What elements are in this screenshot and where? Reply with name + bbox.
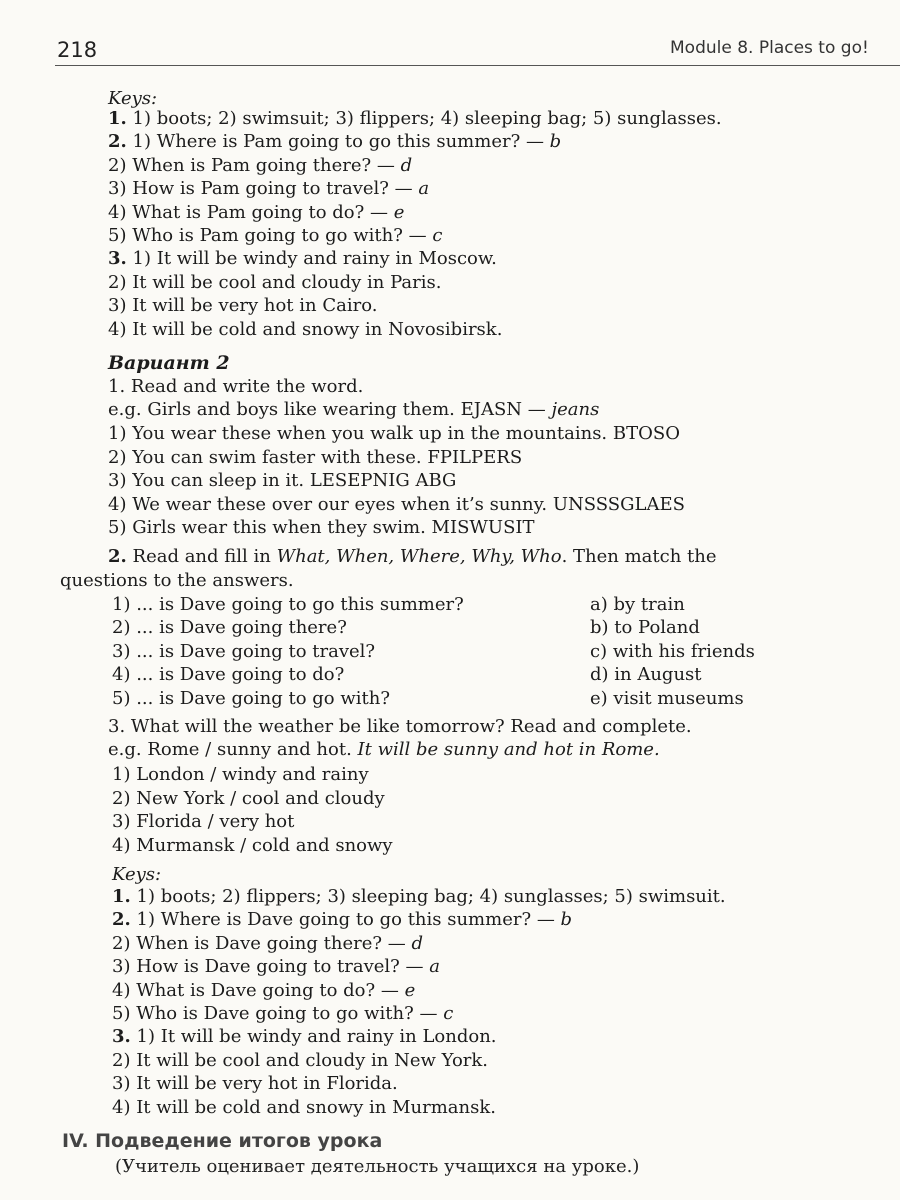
- task1-item: 3) You can sleep in it. LESEPNIG ABG: [108, 470, 457, 491]
- key1-text: 3) How is Pam going to travel? —: [108, 178, 419, 200]
- section-title: IV. Подведение итогов урока: [62, 1130, 383, 1152]
- key1-text: 4) It will be cold and snowy in Novosibirsk.: [108, 318, 503, 340]
- key1-text: 2) It will be cool and cloudy in Paris.: [108, 271, 442, 293]
- key2-line: [112, 980, 415, 1002]
- key2-line: [112, 1050, 488, 1072]
- key1-line: [108, 178, 429, 200]
- key1-text: 3) It will be very hot in Cairo.: [108, 295, 378, 317]
- key2-line: [112, 1003, 453, 1025]
- task3-item: 4) Murmansk / cold and snowy: [112, 834, 393, 856]
- task1-example-answer: jeans: [551, 399, 600, 420]
- task3-item: 2) New York / cool and cloudy: [112, 787, 385, 809]
- task2-instr-a: Read and fill in: [126, 546, 277, 567]
- key2-text: 3) It will be very hot in Florida.: [112, 1073, 398, 1095]
- key2-answer: a: [429, 956, 441, 978]
- task1-example: [108, 399, 599, 421]
- task2-answer: a) by train: [590, 594, 685, 615]
- key1-text: 1) Where is Pam going to go this summer? —: [126, 131, 550, 153]
- task1-item: 5) Girls wear this when they swim. MISWUSIT: [108, 517, 535, 538]
- key1-answer: a: [418, 178, 430, 200]
- task3-item: 3) Florida / very hot: [112, 811, 295, 832]
- key2-answer: e: [404, 979, 416, 1001]
- key1-text: 4) What is Pam going to do? —: [108, 201, 394, 223]
- task1-instruction: 1. Read and write the word.: [108, 376, 364, 397]
- key2-text: 2) When is Dave going there? —: [112, 932, 412, 954]
- task3-example-text: e.g. Rome / sunny and hot.: [108, 739, 358, 760]
- key1-text: 5) Who is Pam going to go with? —: [108, 225, 433, 246]
- key1-line: [108, 108, 722, 130]
- key1-line: [108, 248, 497, 270]
- task2-instruction: [108, 546, 717, 568]
- key2-text: 5) Who is Dave going to go with? —: [112, 1003, 444, 1024]
- key1-num: 1.: [108, 108, 127, 129]
- keys-label: Keys:: [108, 88, 158, 109]
- key1-answer: b: [549, 131, 562, 153]
- key2-line: [112, 886, 726, 908]
- task2-answer: d) in August: [590, 664, 702, 686]
- key2-line: [112, 933, 423, 955]
- key1-text: 1) It will be windy and rainy in Moscow.: [126, 248, 497, 270]
- task2-answer: e) visit museums: [590, 687, 744, 709]
- key2-line: [112, 956, 440, 978]
- task1-item: 2) You can swim faster with these. FPILPERS: [108, 446, 523, 468]
- task2-answer: b) to Poland: [590, 617, 700, 639]
- key1-line: [108, 319, 502, 341]
- task2-question: 2) ... is Dave going there?: [112, 617, 347, 639]
- key2-text: 3) How is Dave going to travel? —: [112, 956, 430, 978]
- key1-answer: e: [393, 201, 405, 223]
- task2-question: 5) ... is Dave going to go with?: [112, 687, 390, 709]
- task2-answer: c) with his friends: [590, 640, 755, 662]
- task2-words: What, When, Where, Why, Who: [276, 546, 562, 567]
- task1-example-text: e.g. Girls and boys like wearing them. EJASN —: [108, 399, 552, 420]
- page-header: [0, 0, 900, 72]
- key2-text: 2) It will be cool and cloudy in New York.: [112, 1049, 489, 1071]
- key1-text: 1) boots; 2) swimsuit; 3) flippers; 4) sleeping bag; 5) sunglasses.: [126, 108, 722, 129]
- module-title: Module 8. Places to go!: [670, 38, 869, 58]
- key2-num: 2.: [112, 909, 131, 931]
- task3-example: [108, 739, 660, 761]
- task2-question: 1) ... is Dave going to go this summer?: [112, 594, 464, 615]
- key2-answer: b: [560, 909, 573, 931]
- variant-title: Вариант 2: [108, 352, 230, 374]
- key2-text: 1) It will be windy and rainy in London.: [130, 1026, 497, 1048]
- header-rule: [55, 65, 900, 66]
- task2-instruction-cont: questions to the answers.: [60, 570, 294, 591]
- key2-line: [112, 1026, 497, 1048]
- key1-answer: d: [400, 154, 413, 176]
- page-number: 218: [57, 38, 98, 62]
- key2-line: [112, 1097, 496, 1119]
- key2-text: 4) It will be cold and snowy in Murmansk.: [112, 1096, 496, 1118]
- key2-line: [112, 909, 572, 931]
- key2-answer: d: [411, 932, 423, 954]
- key2-text: 1) boots; 2) flippers; 3) sleeping bag; 4) sunglasses; 5) swimsuit.: [130, 886, 726, 907]
- key1-text: 2) When is Pam going there? —: [108, 154, 401, 176]
- task1-item: 1) You wear these when you walk up in the mountains. BTOSO: [108, 423, 680, 444]
- key2-text: 4) What is Dave going to do? —: [112, 979, 405, 1001]
- key1-line: [108, 225, 442, 247]
- key1-num: 3.: [108, 248, 127, 270]
- key1-line: [108, 272, 441, 294]
- key2-num: 1.: [112, 886, 131, 907]
- key1-num: 2.: [108, 131, 127, 153]
- key2-answer: c: [443, 1003, 454, 1024]
- task3-example-answer: It will be sunny and hot in Rome.: [357, 739, 660, 760]
- key1-line: [108, 131, 561, 153]
- task3-item: 1) London / windy and rainy: [112, 764, 369, 785]
- key2-text: 1) Where is Dave going to go this summer? —: [130, 909, 561, 931]
- task2-question: 4) ... is Dave going to do?: [112, 664, 345, 686]
- task3-instruction: 3. What will the weather be like tomorrow? Read and complete.: [108, 716, 692, 737]
- key1-line: [108, 155, 412, 177]
- task2-num: 2.: [108, 546, 127, 567]
- key2-num: 3.: [112, 1026, 131, 1048]
- key2-line: [112, 1073, 398, 1095]
- task2-question: 3) ... is Dave going to travel?: [112, 640, 376, 662]
- keys-label-2: Keys:: [112, 864, 162, 885]
- key1-answer: c: [432, 225, 443, 246]
- key1-line: [108, 295, 377, 317]
- key1-line: [108, 202, 404, 224]
- section-note: (Учитель оценивает деятельность учащихся на уроке.): [115, 1156, 640, 1177]
- task1-item: 4) We wear these over our eyes when it’s sunny. UNSSSGLAES: [108, 493, 685, 515]
- task2-instr-b: . Then match the: [561, 546, 717, 567]
